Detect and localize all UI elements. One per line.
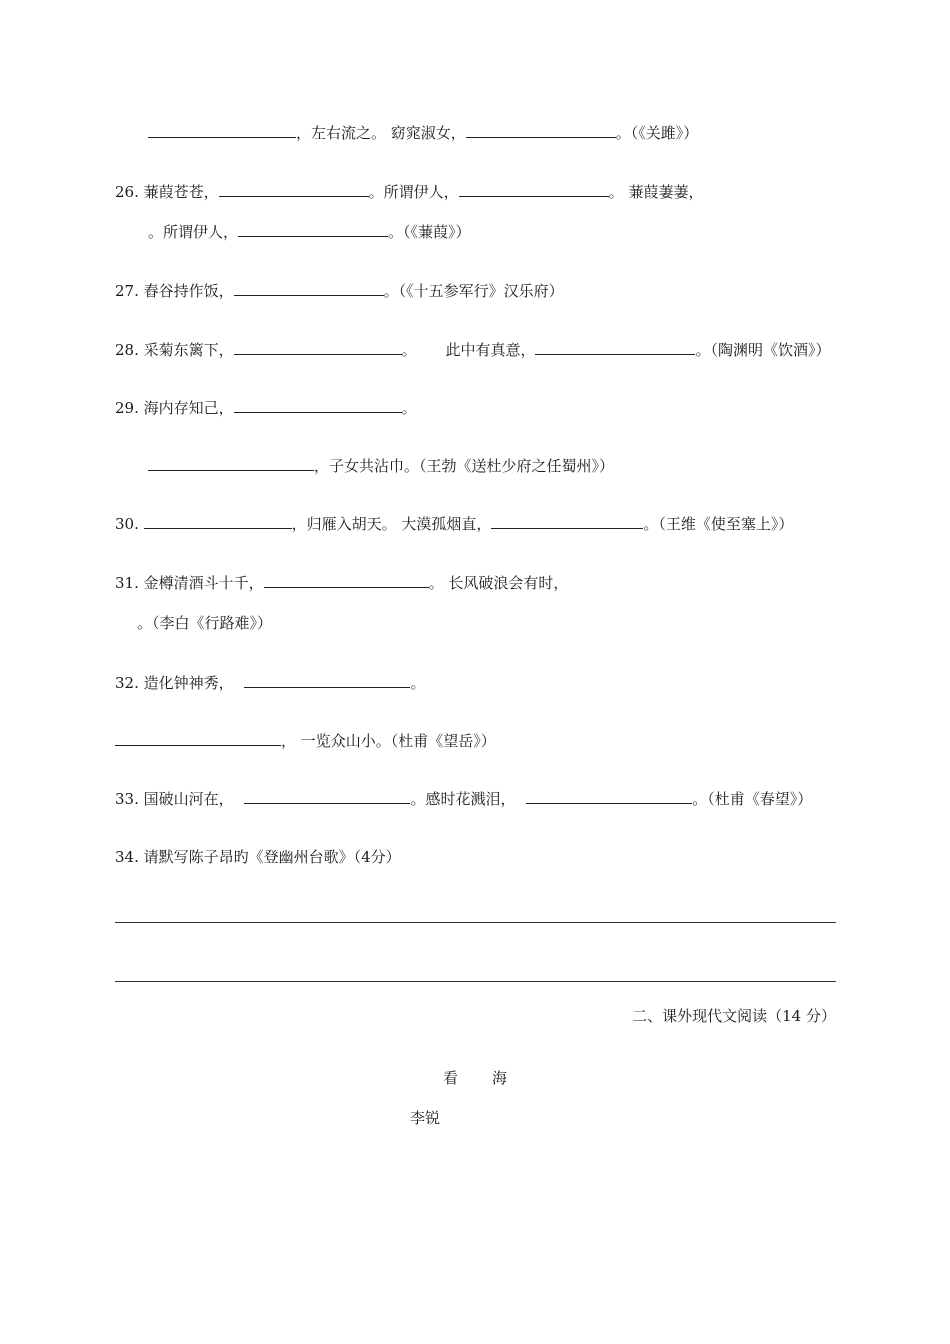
- question-33-line: [115, 788, 812, 809]
- question-number: 27.: [115, 282, 139, 300]
- question-text: 海内存知己，: [143, 399, 234, 417]
- question-text: 造化钟神秀，: [143, 674, 234, 692]
- section-heading: 二、课外现代文阅读（14 分）: [632, 1007, 836, 1025]
- question-text: 。（李白《行路难》）: [137, 614, 273, 632]
- question-text: 。所谓伊人，: [368, 183, 459, 201]
- question-30-line: [115, 513, 793, 534]
- question-32-line-2: [115, 730, 496, 751]
- answer-blank[interactable]: [148, 455, 314, 471]
- question-28-line: [115, 339, 830, 360]
- question-number: 29.: [115, 399, 139, 417]
- question-31-line-2: [137, 613, 272, 633]
- question-number: 28.: [115, 341, 139, 359]
- question-text: 。所谓伊人，: [148, 223, 239, 241]
- answer-blank[interactable]: [148, 122, 296, 138]
- answer-blank[interactable]: [264, 572, 429, 588]
- question-text: 国破山河在，: [143, 790, 234, 808]
- answer-blank[interactable]: [491, 513, 643, 529]
- answer-blank[interactable]: [459, 181, 609, 197]
- question-number: 34.: [115, 848, 139, 866]
- answer-blank[interactable]: [234, 339, 402, 355]
- question-text: 请默写陈子昂旳《登幽州台歌》（4分）: [143, 848, 401, 866]
- question-number: 31.: [115, 574, 139, 592]
- question-text: 。: [401, 341, 417, 359]
- question-text: ， 一览众山小。（杜甫《望岳》）: [281, 732, 496, 750]
- question-25-line: [148, 122, 698, 143]
- answer-blank[interactable]: [466, 122, 616, 138]
- question-31-line-1: [115, 572, 568, 593]
- question-text: 。 蒹葭萋萋，: [608, 183, 704, 201]
- question-number: 30.: [115, 515, 139, 533]
- question-32-line-1: [115, 672, 425, 693]
- answer-blank[interactable]: [144, 513, 292, 529]
- answer-blank[interactable]: [244, 672, 410, 688]
- question-text: 。: [410, 674, 426, 692]
- question-text: ，子女共沾巾。（王勃《送杜少府之任蜀州》）: [314, 457, 615, 475]
- question-text: ，左右流之。 窈窕淑女，: [296, 124, 466, 142]
- answer-blank[interactable]: [219, 181, 369, 197]
- question-27-line: [115, 280, 564, 301]
- answer-blank[interactable]: [244, 788, 410, 804]
- question-34-line: [115, 847, 401, 867]
- question-26-line-1: [115, 181, 703, 202]
- question-number: 33.: [115, 790, 139, 808]
- answer-blank[interactable]: [115, 730, 281, 746]
- question-text: 。（陶渊明《饮酒》）: [695, 341, 831, 359]
- question-text: 蒹葭苍苍，: [143, 183, 219, 201]
- answer-line-1[interactable]: [115, 922, 836, 923]
- question-text: 。（杜甫《春望》）: [692, 790, 813, 808]
- question-number: 32.: [115, 674, 139, 692]
- answer-line-2[interactable]: [115, 981, 836, 982]
- answer-blank[interactable]: [234, 397, 402, 413]
- question-text: 。: [401, 399, 417, 417]
- question-29-line-2: [148, 455, 614, 476]
- question-text: 。（《蒹葭》）: [388, 223, 471, 241]
- question-text: 。感时花溅泪，: [410, 790, 516, 808]
- question-29-line-1: [115, 397, 417, 418]
- answer-blank[interactable]: [238, 221, 388, 237]
- answer-blank[interactable]: [535, 339, 695, 355]
- article-author: 李锐: [410, 1109, 441, 1127]
- question-26-line-2: [148, 221, 471, 242]
- answer-blank[interactable]: [526, 788, 692, 804]
- question-text: 。（王维《使至塞上》）: [643, 515, 794, 533]
- question-number: 26.: [115, 183, 139, 201]
- question-text: 采菊东篱下，: [143, 341, 234, 359]
- article-title: 看海: [442, 1069, 541, 1087]
- question-text: 舂谷持作饭，: [143, 282, 234, 300]
- question-text: 金樽清酒斗十千，: [143, 574, 264, 592]
- question-text: 此中有真意，: [445, 341, 536, 359]
- question-text: 。（《十五参军行》汉乐府）: [383, 282, 564, 300]
- answer-blank[interactable]: [234, 280, 384, 296]
- question-text: ，归雁入胡天。 大漠孤烟直，: [291, 515, 492, 533]
- question-text: 。（《关雎》）: [615, 124, 699, 142]
- question-text: 。 长风破浪会有时，: [428, 574, 569, 592]
